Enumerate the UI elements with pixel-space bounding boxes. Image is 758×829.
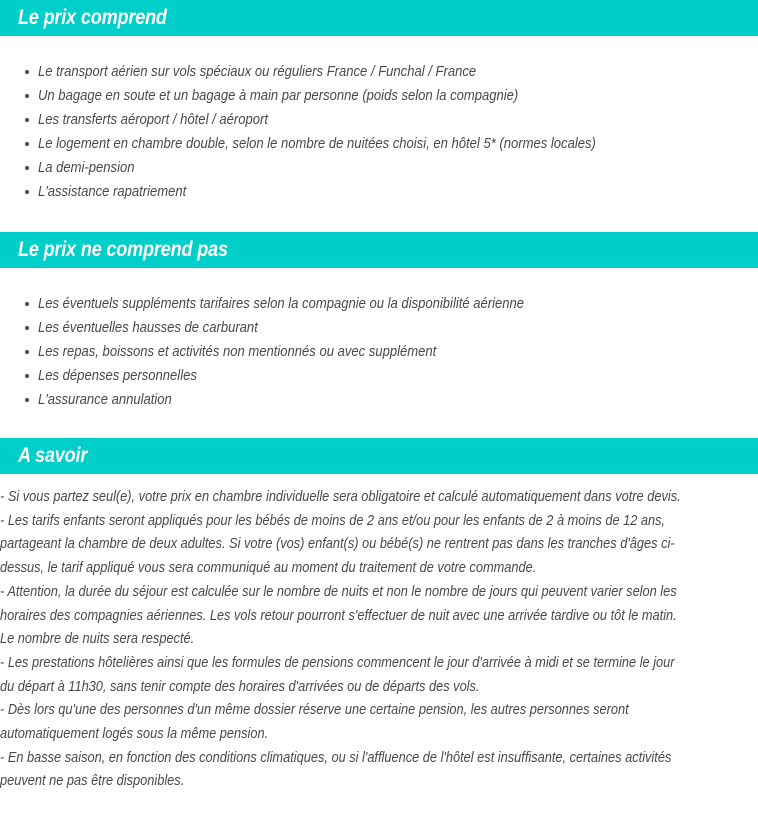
note-line: - En basse saison, en fonction des conditions climatiques, ou si l'affluence de l'hôtel est insuffisante, certaines activités [0, 749, 672, 766]
good-to-know-notes [0, 474, 758, 794]
list-item [0, 156, 758, 180]
bullet-dot-icon [25, 398, 29, 402]
bullet-dot-icon [25, 70, 29, 74]
included-list [0, 36, 758, 204]
list-item [0, 388, 758, 412]
note-line: - Si vous partez seul(e), votre prix en chambre individuelle sera obligatoire et calculé automatiquement dans votre devis. [0, 489, 681, 505]
bullet-dot-icon [25, 142, 29, 146]
section-spacer [0, 412, 758, 438]
note-line: - Les tarifs enfants seront appliqués pour les bébés de moins de 2 ans et/ou pour les enfants de 2 à moins de 12 ans, [0, 512, 666, 529]
section-title-included: Le prix comprend [18, 6, 167, 29]
bullet-dot-icon [25, 190, 29, 194]
list-item-label: Le transport aérien sur vols spéciaux ou réguliers France / Funchal / France [38, 64, 477, 80]
list-item-label: Les éventuels suppléments tarifaires selon la compagnie ou la disponibilité aérienne [38, 296, 525, 312]
note-line: peuvent ne pas être disponibles. [0, 773, 185, 790]
section-header-included [0, 0, 758, 36]
note-line: horaires des compagnies aériennes. Les vols retour pourront s'effectuer de nuit avec une arrivée tardive ou tôt le matin. [0, 607, 677, 624]
bullet-dot-icon [25, 350, 29, 354]
list-item-label: L'assurance annulation [38, 392, 172, 408]
list-item-label: Les transferts aéroport / hôtel / aéroport [38, 112, 268, 128]
list-item-label: Un bagage en soute et un bagage à main par personne (poids selon la compagnie) [38, 88, 519, 104]
bullet-dot-icon [25, 302, 29, 306]
note-line: - Attention, la durée du séjour est calculée sur le nombre de nuits et non le nombre de jours qui peuvent varier selon les [0, 583, 677, 600]
list-item [0, 108, 758, 132]
bullet-dot-icon [25, 94, 29, 98]
note-line: partageant la chambre de deux adultes. Si votre (vos) enfant(s) ou bébé(s) ne rentrent pas dans les tranches d'âges ci- [0, 536, 675, 553]
note-line: du départ à 11h30, sans tenir compte des horaires d'arrivées ou de départs des vols. [0, 678, 480, 695]
note-line: - Dès lors qu'une des personnes d'un même dossier réserve une certaine pension, les autres personnes seront [0, 702, 629, 719]
section-title-good-to-know: A savoir [18, 444, 88, 467]
list-item-label: Les repas, boissons et activités non mentionnés ou avec supplément [38, 344, 437, 360]
list-item-label: Les dépenses personnelles [38, 368, 197, 384]
bullet-dot-icon [25, 374, 29, 378]
list-item [0, 364, 758, 388]
list-item-label: Le logement en chambre double, selon le nombre de nuitées choisi, en hôtel 5* (normes locales) [38, 136, 596, 152]
not-included-list [0, 268, 758, 412]
list-item [0, 60, 758, 84]
list-item [0, 180, 758, 204]
note-line: - Les prestations hôtelières ainsi que les formules de pensions commencent le jour d'arrivée à midi et se termine le jour [0, 654, 675, 671]
section-header-good-to-know [0, 438, 758, 474]
note-line: Le nombre de nuits sera respecté. [0, 631, 195, 648]
bullet-dot-icon [25, 166, 29, 170]
list-item [0, 132, 758, 156]
list-item-label: Les éventuelles hausses de carburant [38, 320, 258, 336]
section-header-not-included [0, 232, 758, 268]
list-item-label: L'assistance rapatriement [38, 184, 187, 200]
list-item-label: La demi-pension [38, 160, 135, 176]
bullet-dot-icon [25, 118, 29, 122]
list-item [0, 340, 758, 364]
section-title-not-included: Le prix ne comprend pas [18, 238, 228, 261]
note-line: automatiquement logés sous la même pension. [0, 726, 269, 743]
list-item [0, 84, 758, 108]
note-line: dessus, le tarif appliqué vous sera communiqué au moment du traitement de votre commande. [0, 560, 537, 577]
bullet-dot-icon [25, 326, 29, 330]
list-item [0, 292, 758, 316]
section-spacer [0, 204, 758, 232]
list-item [0, 316, 758, 340]
